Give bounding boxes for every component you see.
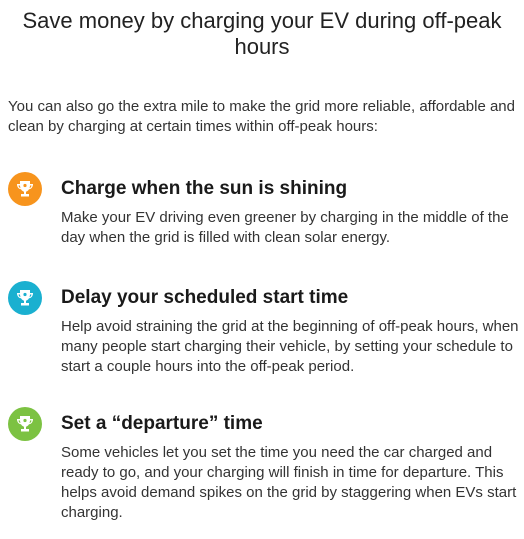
trophy-icon [8, 407, 42, 441]
page-title: Save money by charging your EV during off-peak hours [22, 8, 502, 59]
tip-title: Set a “departure” time [61, 413, 263, 434]
tip-description: Help avoid straining the grid at the beginning of off-peak hours, when many people start charging their vehicle, by setting your schedule to start a couple hours into the off-peak period. [61, 318, 519, 375]
intro-text: You can also go the extra mile to make the grid more reliable, affordable and clean by charging at certain times within off-peak hours: [8, 98, 515, 135]
tip-description: Make your EV driving even greener by charging in the middle of the day when the grid is filled with clean solar energy. [61, 209, 509, 246]
tip-description: Some vehicles let you set the time you need the car charged and ready to go, and your charging will finish in time for departure. This helps avoid demand spikes on the grid by staggering when EVs start charging. [61, 444, 517, 521]
tip-title: Charge when the sun is shining [61, 178, 348, 199]
tip-title: Delay your scheduled start time [61, 287, 349, 308]
trophy-icon [8, 172, 42, 206]
trophy-icon [8, 281, 42, 315]
